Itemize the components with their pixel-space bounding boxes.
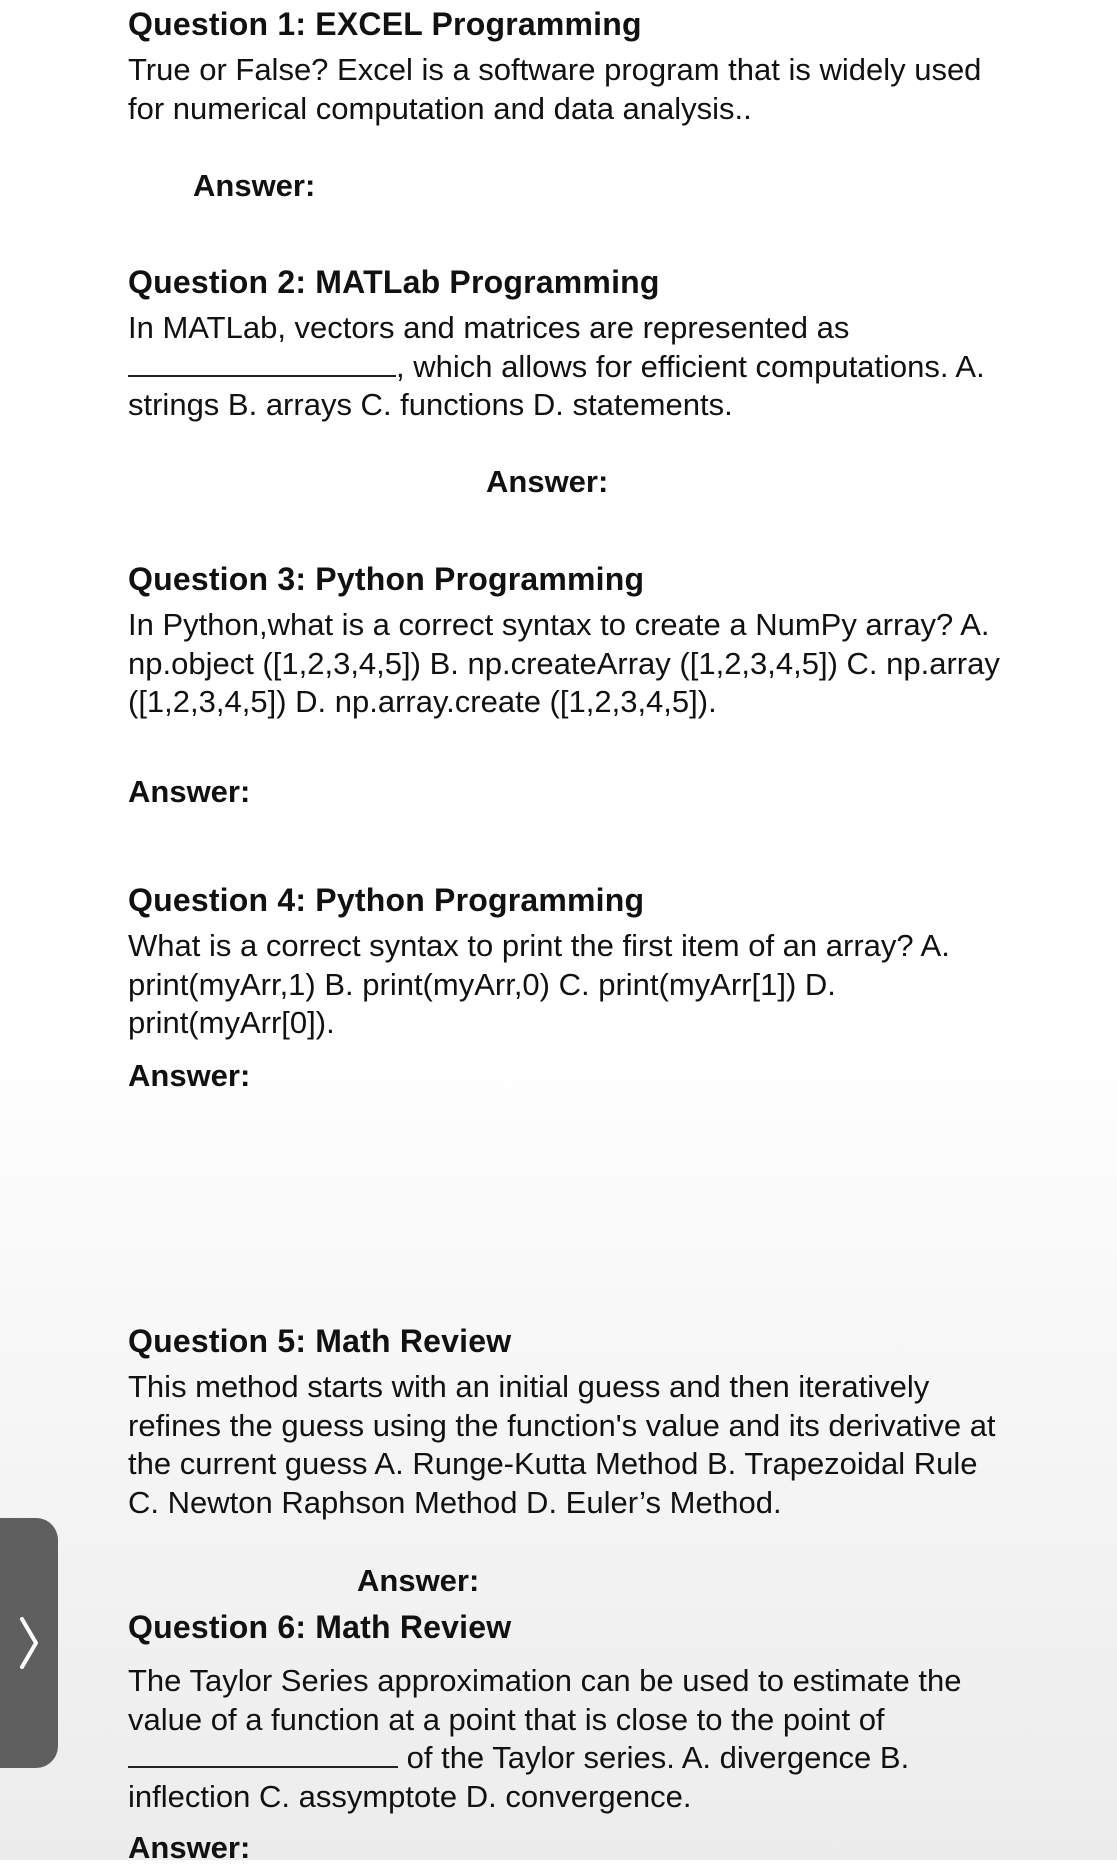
question-5 xyxy=(128,1322,1008,1522)
question-2-text-prefix: In MATLab, vectors and matrices are represented as xyxy=(128,310,850,345)
question-6-text xyxy=(128,1662,978,1816)
question-3-text: In Python,what is a correct syntax to create a NumPy array? A. np.object ([1,2,3,4,5]) B. np.createArray ([1,2,3,4,5]) C. np.array ([1,2,3,4,5]) D. np.array.create ([1,2,3,4,5]). xyxy=(128,607,1000,719)
question-3-title: Question 3: Python Programming xyxy=(128,561,645,597)
question-6 xyxy=(128,1608,978,1816)
question-2-answer-label: Answer: xyxy=(486,464,609,499)
question-4-answer-label: Answer: xyxy=(128,1058,251,1093)
question-6-answer-label: Answer: xyxy=(128,1830,251,1865)
side-expand-handle[interactable] xyxy=(0,1518,58,1768)
question-6-text-suffix: of the Taylor series. A. divergence B. inflection C. assymptote D. convergence. xyxy=(128,1740,910,1814)
chevron-right-icon xyxy=(16,1613,42,1673)
question-1 xyxy=(128,5,1008,128)
question-5-title: Question 5: Math Review xyxy=(128,1323,512,1359)
question-4 xyxy=(128,881,1008,1043)
question-1-title: Question 1: EXCEL Programming xyxy=(128,6,642,42)
question-5-text: This method starts with an initial guess and then iteratively refines the guess using the function's value and its derivative at the current guess A. Runge-Kutta Method B. Trapezoidal Rule C. Newton Raphson Method D. Euler’s Method. xyxy=(128,1369,996,1520)
question-3 xyxy=(128,560,1008,722)
question-3-answer-label: Answer: xyxy=(128,774,251,809)
question-6-text-prefix: The Taylor Series approximation can be used to estimate the value of a function at a point that is close to the point of xyxy=(128,1663,962,1737)
question-1-answer-label: Answer: xyxy=(193,168,316,203)
question-2-title: Question 2: MATLab Programming xyxy=(128,264,660,300)
question-2-answer-blank[interactable] xyxy=(128,351,396,377)
question-2-text-suffix: , which allows for efficient computations. A. strings B. arrays C. functions D. statements. xyxy=(128,348,985,422)
question-4-title: Question 4: Python Programming xyxy=(128,882,645,918)
question-5-answer-label: Answer: xyxy=(357,1563,480,1598)
question-4-text: What is a correct syntax to print the first item of an array? A. print(myArr,1) B. print(myArr,0) C. print(myArr[1]) D. print(myArr[0]). xyxy=(128,928,950,1040)
question-6-answer-blank[interactable] xyxy=(128,1742,398,1768)
question-6-title: Question 6: Math Review xyxy=(128,1609,512,1645)
question-1-text: True or False? Excel is a software program that is widely used for numerical computation and data analysis.. xyxy=(128,52,982,126)
question-2-text xyxy=(128,309,1008,425)
question-2 xyxy=(128,263,1008,425)
